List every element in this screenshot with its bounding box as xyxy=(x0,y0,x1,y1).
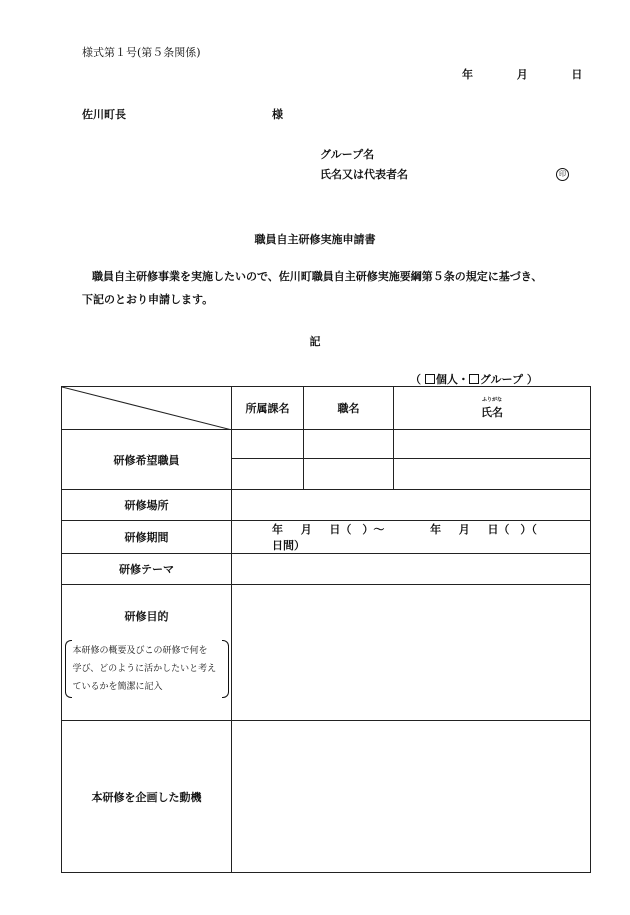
participant-row-1 xyxy=(62,430,591,459)
purpose-note-line3: ているかを簡潔に記入 xyxy=(72,681,163,692)
date-day: 日 xyxy=(571,68,583,81)
participant1-position-cell[interactable] xyxy=(304,430,394,459)
participant2-name-cell[interactable] xyxy=(394,459,591,490)
motivation-label: 本研修を企画した動機 xyxy=(62,721,232,873)
seal-mark xyxy=(556,166,569,181)
period-cell[interactable] xyxy=(232,521,591,554)
purpose-cell[interactable] xyxy=(232,585,591,721)
diagonal-header-cell xyxy=(62,387,232,430)
document-title: 職員自主研修実施申請書 xyxy=(254,233,376,246)
group-label: グループ xyxy=(479,373,523,386)
participant1-department-cell[interactable] xyxy=(232,430,304,459)
theme-label: 研修テーマ xyxy=(62,554,232,585)
participants-label: 研修希望職員 xyxy=(62,430,232,490)
date-year: 年 xyxy=(462,68,473,81)
period-month1: 月 xyxy=(300,523,312,536)
period-day1: 日（ ）～ xyxy=(329,523,385,536)
purpose-note-line1: 本研修の概要及びこの研修で何を xyxy=(72,645,208,656)
application-table xyxy=(61,386,591,873)
location-cell[interactable] xyxy=(232,490,591,521)
position-header: 職名 xyxy=(304,387,394,430)
location-row xyxy=(62,490,591,521)
paren-open: （ xyxy=(410,373,421,386)
participant2-position-cell[interactable] xyxy=(304,459,394,490)
period-year2: 年 xyxy=(430,523,442,536)
name-header-label: 氏名 xyxy=(481,405,503,419)
header-row xyxy=(62,387,591,430)
form-number: 様式第１号(第５条関係) xyxy=(82,46,201,59)
name-header xyxy=(394,387,591,430)
motivation-cell[interactable] xyxy=(232,721,591,873)
purpose-note xyxy=(67,640,227,698)
period-row xyxy=(62,521,591,554)
date-month: 月 xyxy=(516,68,528,81)
period-day2: 日（ ）（ xyxy=(487,523,537,536)
seal-icon: 印 xyxy=(556,168,569,181)
type-selector xyxy=(410,371,538,387)
theme-cell[interactable] xyxy=(232,554,591,585)
name-ruby: ふりがな xyxy=(481,396,502,403)
note-left-bracket xyxy=(65,640,72,698)
individual-checkbox[interactable] xyxy=(425,374,435,384)
representative-name-label: 氏名又は代表者名 xyxy=(320,168,408,181)
note-right-bracket xyxy=(222,640,229,698)
period-month2: 月 xyxy=(458,523,470,536)
purpose-label: 研修目的 xyxy=(124,609,169,623)
purpose-label-cell xyxy=(62,585,232,721)
motivation-row xyxy=(62,721,591,873)
diagonal-line xyxy=(62,387,232,430)
addressee: 佐川町長 xyxy=(82,108,126,121)
individual-label: 個人・ xyxy=(435,373,469,386)
group-checkbox[interactable] xyxy=(469,374,479,384)
participant2-department-cell[interactable] xyxy=(232,459,304,490)
participant1-name-cell[interactable] xyxy=(394,430,591,459)
paren-close: ） xyxy=(526,373,538,386)
period-label: 研修期間 xyxy=(62,521,232,554)
purpose-note-line2: 学び、どのように活かしたいと考え xyxy=(72,663,217,674)
honorific: 様 xyxy=(272,108,283,121)
location-label: 研修場所 xyxy=(62,490,232,521)
purpose-row xyxy=(62,585,591,721)
group-name-label: グループ名 xyxy=(320,148,375,161)
body-text-line1: 職員自主研修事業を実施したいので、佐川町職員自主研修実施要綱第５条の規定に基づき、 xyxy=(92,270,543,283)
period-year1: 年 xyxy=(272,523,283,536)
ki-heading: 記 xyxy=(309,335,321,348)
date-line xyxy=(462,66,582,82)
department-header: 所属課名 xyxy=(232,387,304,430)
body-text-line2: 下記のとおり申請します。 xyxy=(82,293,214,306)
theme-row xyxy=(62,554,591,585)
period-days: 日間） xyxy=(272,539,305,552)
